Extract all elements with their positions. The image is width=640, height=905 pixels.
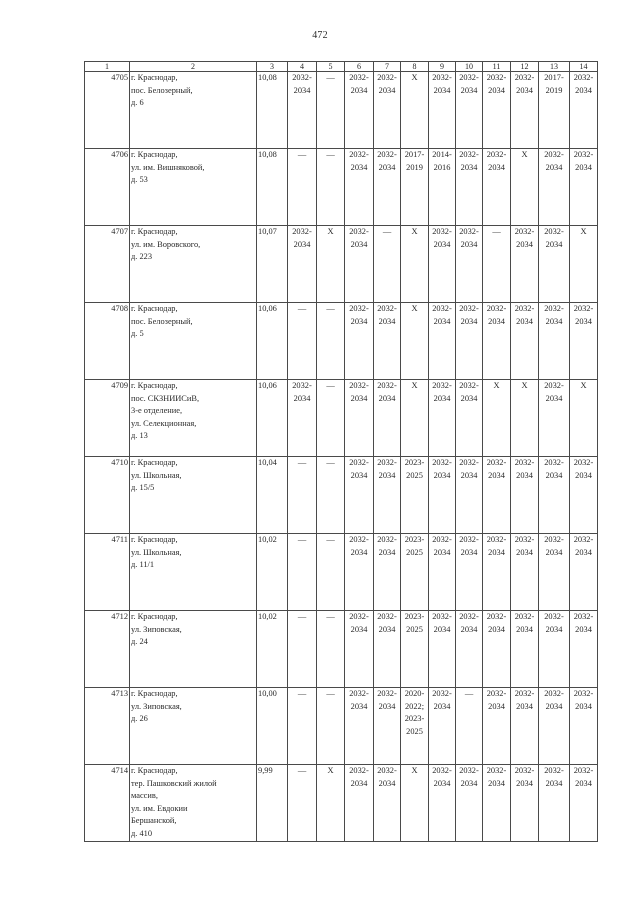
term-cell-col-11: — [483, 226, 511, 303]
table-row [85, 534, 598, 611]
term-cell-col-6: 2032- 2034 [345, 534, 374, 611]
address-line: г. Краснодар, [131, 689, 178, 698]
term-cell-col-13: 2032- 2034 [539, 765, 570, 842]
term-cell-col-6: 2032- 2034 [345, 380, 374, 457]
address-line: ул. Селекционная, [131, 418, 197, 428]
address-line: пос. Белозерный, [131, 85, 193, 95]
term-cell-col-13: 2032- 2034 [539, 457, 570, 534]
term-cell-col-12: X [511, 149, 539, 226]
term-cell-col-11: 2032- 2034 [483, 303, 511, 380]
table-row [85, 765, 598, 842]
table-row [85, 688, 598, 765]
table-row [85, 457, 598, 534]
term-cell-col-13: 2017- 2019 [539, 72, 570, 149]
table-row [85, 149, 598, 226]
term-cell-col-4: — [288, 765, 317, 842]
value-cell: 10,07 [257, 226, 288, 303]
address-line: д. 13 [131, 431, 148, 440]
term-cell-col-7: 2032- 2034 [374, 72, 401, 149]
term-cell-col-14: 2032- 2034 [570, 611, 598, 688]
term-cell-col-7: — [374, 226, 401, 303]
term-cell-col-11: 2032- 2034 [483, 534, 511, 611]
term-cell-col-13: 2032- 2034 [539, 226, 570, 303]
address-line: Бершанской, [131, 816, 177, 825]
address-line: ул. им. Вишняковой, [131, 162, 205, 172]
term-cell-col-4: 2032- 2034 [288, 226, 317, 303]
address-line: д. 15/5 [131, 483, 155, 492]
term-cell-col-6: 2032- 2034 [345, 457, 374, 534]
term-cell-col-12: 2032- 2034 [511, 534, 539, 611]
term-cell-col-4: — [288, 688, 317, 765]
term-cell-col-7: 2032- 2034 [374, 149, 401, 226]
address-line: г. Краснодар, [131, 458, 178, 467]
value-cell: 9,99 [257, 765, 288, 842]
address-line: г. Краснодар, [131, 612, 178, 621]
address-line: д. 24 [131, 637, 148, 646]
term-cell-col-10: 2032- 2034 [456, 457, 483, 534]
row-number: 4708 [85, 303, 130, 380]
term-cell-col-8: 2017- 2019 [401, 149, 429, 226]
address-line: д. 11/1 [131, 560, 155, 569]
table-row [85, 72, 598, 149]
term-cell-col-6: 2032- 2034 [345, 72, 374, 149]
term-cell-col-6: 2032- 2034 [345, 149, 374, 226]
table-row [85, 611, 598, 688]
term-cell-col-12: X [511, 380, 539, 457]
column-header-2: 2 [130, 62, 257, 72]
address-line: д. 223 [131, 252, 153, 261]
term-cell-col-14: 2032- 2034 [570, 303, 598, 380]
term-cell-col-14: X [570, 380, 598, 457]
term-cell-col-7: 2032- 2034 [374, 534, 401, 611]
table-header [85, 62, 598, 72]
term-cell-col-9: 2014- 2016 [429, 149, 456, 226]
housing-register-table [84, 61, 598, 842]
term-cell-col-14: 2032- 2034 [570, 688, 598, 765]
term-cell-col-5: — [317, 149, 345, 226]
term-cell-col-8: X [401, 380, 429, 457]
address-cell [130, 765, 257, 842]
address-line: ул. Школьная, [131, 547, 182, 557]
row-number: 4713 [85, 688, 130, 765]
address-line: массив, [131, 791, 158, 800]
column-header-7: 7 [374, 62, 401, 72]
term-cell-col-8: X [401, 72, 429, 149]
term-cell-col-13: 2032- 2034 [539, 149, 570, 226]
term-cell-col-5: — [317, 380, 345, 457]
address-cell [130, 72, 257, 149]
term-cell-col-6: 2032- 2034 [345, 688, 374, 765]
term-cell-col-7: 2032- 2034 [374, 303, 401, 380]
address-cell [130, 611, 257, 688]
address-line: тер. Пашковский жилой [131, 778, 217, 788]
address-line: д. 5 [131, 329, 144, 338]
term-cell-col-10: 2032- 2034 [456, 226, 483, 303]
term-cell-col-4: 2032- 2034 [288, 72, 317, 149]
address-line: ул. Зиповская, [131, 701, 182, 711]
term-cell-col-10: — [456, 688, 483, 765]
term-cell-col-12: 2032- 2034 [511, 457, 539, 534]
term-cell-col-14: 2032- 2034 [570, 457, 598, 534]
term-cell-col-11: 2032- 2034 [483, 765, 511, 842]
term-cell-col-5: — [317, 457, 345, 534]
term-cell-col-11: 2032- 2034 [483, 611, 511, 688]
address-line: г. Краснодар, [131, 766, 178, 775]
term-cell-col-5: — [317, 303, 345, 380]
term-cell-col-11: 2032- 2034 [483, 688, 511, 765]
term-cell-col-14: X [570, 226, 598, 303]
column-header-12: 12 [511, 62, 539, 72]
term-cell-col-8: X [401, 765, 429, 842]
column-header-14: 14 [570, 62, 598, 72]
term-cell-col-5: X [317, 765, 345, 842]
value-cell: 10,06 [257, 380, 288, 457]
row-number: 4709 [85, 380, 130, 457]
address-line: ул. им. Евдокии [131, 803, 188, 813]
row-number: 4711 [85, 534, 130, 611]
address-line: г. Краснодар, [131, 381, 178, 390]
term-cell-col-7: 2032- 2034 [374, 380, 401, 457]
term-cell-col-11: 2032- 2034 [483, 457, 511, 534]
column-header-4: 4 [288, 62, 317, 72]
value-cell: 10,06 [257, 303, 288, 380]
value-cell: 10,08 [257, 149, 288, 226]
column-header-3: 3 [257, 62, 288, 72]
address-cell [130, 534, 257, 611]
address-line: ул. Школьная, [131, 470, 182, 480]
term-cell-col-6: 2032- 2034 [345, 765, 374, 842]
term-cell-col-10: 2032- 2034 [456, 534, 483, 611]
address-line: д. 6 [131, 98, 144, 107]
column-header-6: 6 [345, 62, 374, 72]
term-cell-col-6: 2032- 2034 [345, 611, 374, 688]
table-row [85, 380, 598, 457]
address-cell [130, 688, 257, 765]
address-line: ул. им. Воровского, [131, 239, 201, 249]
term-cell-col-4: — [288, 534, 317, 611]
term-cell-col-14: 2032- 2034 [570, 765, 598, 842]
term-cell-col-9: 2032- 2034 [429, 72, 456, 149]
address-line: г. Краснодар, [131, 227, 178, 236]
term-cell-col-4: 2032- 2034 [288, 380, 317, 457]
address-cell [130, 457, 257, 534]
term-cell-col-6: 2032- 2034 [345, 303, 374, 380]
term-cell-col-13: 2032- 2034 [539, 303, 570, 380]
term-cell-col-9: 2032- 2034 [429, 226, 456, 303]
term-cell-col-11: X [483, 380, 511, 457]
term-cell-col-13: 2032- 2034 [539, 611, 570, 688]
address-line: г. Краснодар, [131, 73, 178, 82]
term-cell-col-6: 2032- 2034 [345, 226, 374, 303]
term-cell-col-7: 2032- 2034 [374, 611, 401, 688]
term-cell-col-5: — [317, 534, 345, 611]
column-header-10: 10 [456, 62, 483, 72]
address-line: д. 410 [131, 828, 153, 838]
term-cell-col-8: 2023- 2025 [401, 457, 429, 534]
address-line: д. 53 [131, 175, 148, 184]
value-cell: 10,08 [257, 72, 288, 149]
address-line: пос. Белозерный, [131, 316, 193, 326]
term-cell-col-4: — [288, 457, 317, 534]
address-line: г. Краснодар, [131, 304, 178, 313]
term-cell-col-13: 2032- 2034 [539, 380, 570, 457]
address-line: г. Краснодар, [131, 535, 178, 544]
table-row [85, 303, 598, 380]
term-cell-col-5: — [317, 72, 345, 149]
term-cell-col-12: 2032- 2034 [511, 611, 539, 688]
term-cell-col-8: 2020- 2022; 2023- 2025 [401, 688, 429, 765]
address-line: г. Краснодар, [131, 150, 178, 159]
term-cell-col-7: 2032- 2034 [374, 457, 401, 534]
address-line: ул. Зиповская, [131, 624, 182, 634]
term-cell-col-14: 2032- 2034 [570, 534, 598, 611]
term-cell-col-5: — [317, 611, 345, 688]
address-cell [130, 149, 257, 226]
address-cell [130, 303, 257, 380]
address-cell [130, 380, 257, 457]
term-cell-col-11: 2032- 2034 [483, 72, 511, 149]
row-number: 4707 [85, 226, 130, 303]
column-header-1: 1 [85, 62, 130, 72]
row-number: 4712 [85, 611, 130, 688]
column-header-5: 5 [317, 62, 345, 72]
address-cell [130, 226, 257, 303]
address-line: пос. СКЗНИИСиВ, [131, 393, 200, 403]
term-cell-col-4: — [288, 303, 317, 380]
table-body [85, 72, 598, 842]
term-cell-col-11: 2032- 2034 [483, 149, 511, 226]
term-cell-col-12: 2032- 2034 [511, 72, 539, 149]
value-cell: 10,02 [257, 611, 288, 688]
address-line: д. 26 [131, 714, 148, 723]
term-cell-col-12: 2032- 2034 [511, 688, 539, 765]
term-cell-col-9: 2032- 2034 [429, 534, 456, 611]
term-cell-col-14: 2032- 2034 [570, 72, 598, 149]
row-number: 4710 [85, 457, 130, 534]
table-row [85, 226, 598, 303]
term-cell-col-4: — [288, 611, 317, 688]
term-cell-col-9: 2032- 2034 [429, 688, 456, 765]
term-cell-col-8: X [401, 303, 429, 380]
value-cell: 10,04 [257, 457, 288, 534]
term-cell-col-10: 2032- 2034 [456, 380, 483, 457]
term-cell-col-10: 2032- 2034 [456, 72, 483, 149]
term-cell-col-10: 2032- 2034 [456, 765, 483, 842]
term-cell-col-13: 2032- 2034 [539, 688, 570, 765]
row-number: 4705 [85, 72, 130, 149]
page-number: 472 [312, 30, 328, 41]
term-cell-col-8: 2023- 2025 [401, 534, 429, 611]
term-cell-col-8: X [401, 226, 429, 303]
column-header-11: 11 [483, 62, 511, 72]
column-header-13: 13 [539, 62, 570, 72]
address-line: 3-е отделение, [131, 406, 183, 415]
term-cell-col-10: 2032- 2034 [456, 611, 483, 688]
value-cell: 10,00 [257, 688, 288, 765]
term-cell-col-9: 2032- 2034 [429, 611, 456, 688]
term-cell-col-10: 2032- 2034 [456, 149, 483, 226]
term-cell-col-12: 2032- 2034 [511, 765, 539, 842]
term-cell-col-12: 2032- 2034 [511, 226, 539, 303]
term-cell-col-5: X [317, 226, 345, 303]
term-cell-col-9: 2032- 2034 [429, 457, 456, 534]
term-cell-col-14: 2032- 2034 [570, 149, 598, 226]
term-cell-col-4: — [288, 149, 317, 226]
term-cell-col-10: 2032- 2034 [456, 303, 483, 380]
term-cell-col-13: 2032- 2034 [539, 534, 570, 611]
row-number: 4706 [85, 149, 130, 226]
term-cell-col-7: 2032- 2034 [374, 688, 401, 765]
column-header-9: 9 [429, 62, 456, 72]
term-cell-col-9: 2032- 2034 [429, 765, 456, 842]
row-number: 4714 [85, 765, 130, 842]
term-cell-col-8: 2023- 2025 [401, 611, 429, 688]
term-cell-col-5: — [317, 688, 345, 765]
term-cell-col-9: 2032- 2034 [429, 380, 456, 457]
term-cell-col-7: 2032- 2034 [374, 765, 401, 842]
header-row [85, 62, 598, 72]
term-cell-col-9: 2032- 2034 [429, 303, 456, 380]
column-header-8: 8 [401, 62, 429, 72]
term-cell-col-12: 2032- 2034 [511, 303, 539, 380]
value-cell: 10,02 [257, 534, 288, 611]
